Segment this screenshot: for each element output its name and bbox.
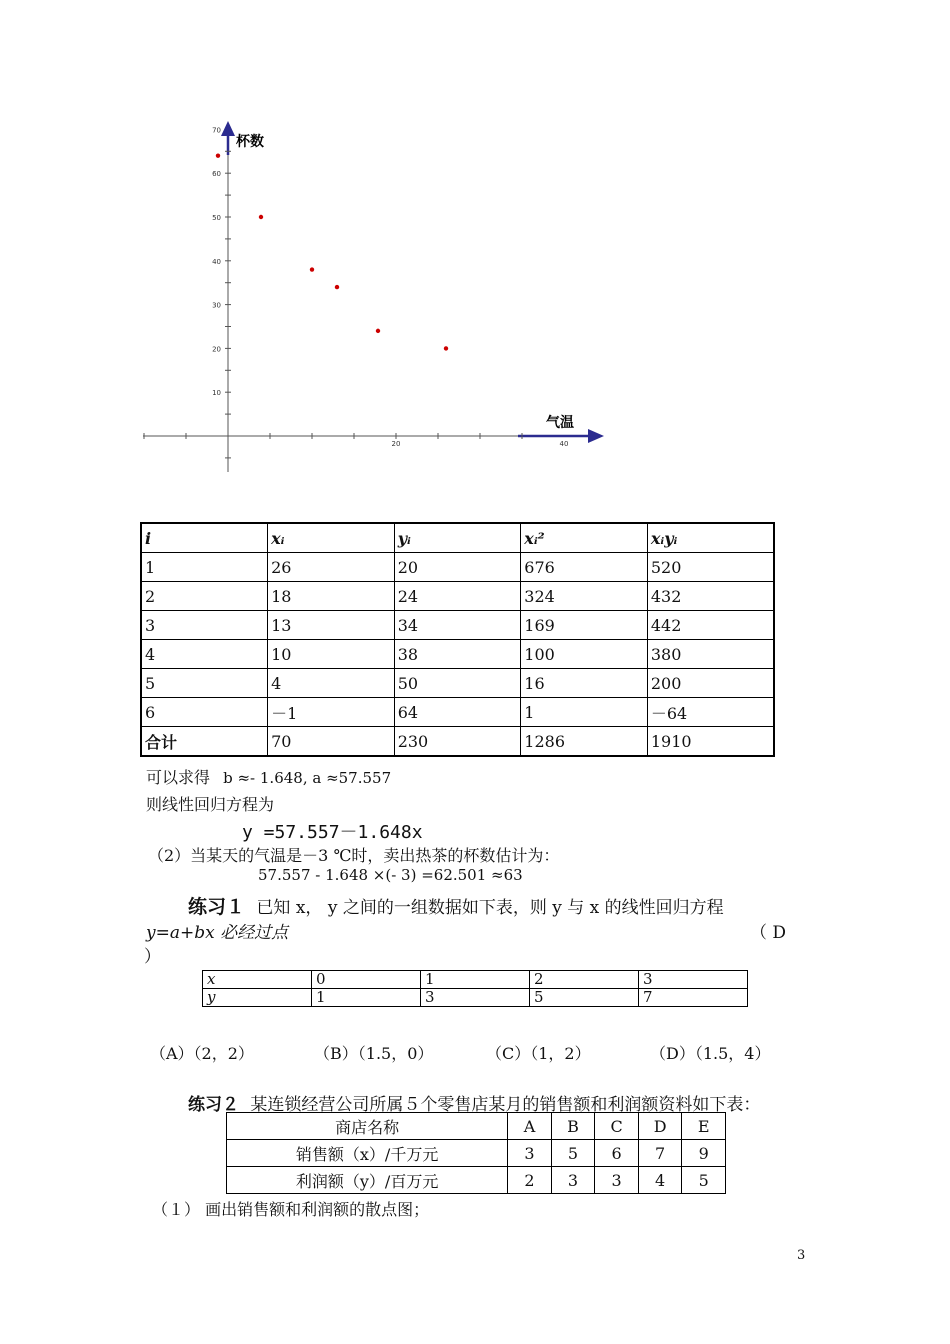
exercise-1-answer: （ D xyxy=(750,923,787,943)
table-cell: 442 xyxy=(647,611,774,640)
y-tick-label: 60 xyxy=(212,170,221,179)
exercise-1-label: 练习１ xyxy=(188,896,246,918)
table-cell: 3 xyxy=(508,1140,552,1167)
table-row xyxy=(141,669,774,698)
table-cell: 4 xyxy=(141,640,268,669)
table-cell: 3 xyxy=(141,611,268,640)
y-axis-label: 杯数 xyxy=(236,134,264,150)
data-point xyxy=(376,329,380,333)
table-cell: 7 xyxy=(638,1140,682,1167)
table-cell: 64 xyxy=(394,698,521,727)
exercise-1-table xyxy=(202,970,748,1007)
table-cell: xᵢ² xyxy=(521,523,648,553)
table-row xyxy=(141,698,774,727)
table-cell: 38 xyxy=(394,640,521,669)
table-cell: D xyxy=(638,1113,682,1140)
data-point xyxy=(335,285,339,289)
table-header-row xyxy=(141,523,774,553)
table-row xyxy=(141,553,774,582)
option-d: （D）（1.5，4） xyxy=(650,1044,771,1063)
data-point xyxy=(444,346,448,350)
option-a: （A）（2，2） xyxy=(150,1044,254,1063)
table-cell: 16 xyxy=(521,669,648,698)
table-cell: 4 xyxy=(268,669,395,698)
table-row xyxy=(203,989,748,1007)
exercise-1-text-2: y=a+bx 必经过点 xyxy=(146,923,289,943)
table-cell: 24 xyxy=(394,582,521,611)
table-cell: 1 xyxy=(421,971,530,989)
table-cell: 3 xyxy=(421,989,530,1007)
table-cell: 1910 xyxy=(647,727,774,757)
question-2: （2）当某天的气温是－3 ℃时，卖出热茶的杯数估计为： xyxy=(148,846,560,865)
table-cell: 70 xyxy=(268,727,395,757)
table-cell: 2 xyxy=(508,1167,552,1194)
table-cell: 13 xyxy=(268,611,395,640)
question-2-calculation: 57.557 - 1.648 ×(- 3) =62.501 ≈63 xyxy=(258,866,523,884)
table-cell: 5 xyxy=(682,1167,726,1194)
x-axis-label: 气温 xyxy=(546,415,574,431)
exercise-2-text: 某连锁经营公司所属５个零售店某月的销售额和利润额资料如下表： xyxy=(250,1095,761,1115)
scatter-chart xyxy=(0,0,950,500)
table-cell: 5 xyxy=(551,1140,595,1167)
table-header-row xyxy=(227,1113,726,1140)
table-cell: 5 xyxy=(530,989,639,1007)
table-cell: 合计 xyxy=(141,727,268,757)
y-tick-label: 40 xyxy=(212,257,221,266)
table-cell: 676 xyxy=(521,553,648,582)
table-cell: 0 xyxy=(312,971,421,989)
data-point xyxy=(310,267,314,271)
table-cell: －64 xyxy=(647,698,774,727)
table-total-row xyxy=(141,727,774,757)
y-tick-label: 70 xyxy=(212,126,221,135)
table-cell: 1 xyxy=(312,989,421,1007)
table-cell: 1 xyxy=(521,698,648,727)
table-row xyxy=(141,640,774,669)
table-cell: A xyxy=(508,1113,552,1140)
table-cell: 432 xyxy=(647,582,774,611)
table-row xyxy=(227,1140,726,1167)
result-formula: b ≈- 1.648, a ≈57.557 xyxy=(223,769,392,787)
y-axis-arrowhead xyxy=(221,121,235,136)
y-tick-label: 10 xyxy=(212,389,221,398)
table-cell: 20 xyxy=(394,553,521,582)
table-cell: 230 xyxy=(394,727,521,757)
table-cell: i xyxy=(141,523,268,553)
y-tick-label: 50 xyxy=(212,214,221,222)
exercise-2-label: 练习２ xyxy=(188,1095,239,1115)
table-cell: 3 xyxy=(595,1167,639,1194)
table-cell: E xyxy=(682,1113,726,1140)
data-table xyxy=(140,522,775,757)
table-cell: 50 xyxy=(394,669,521,698)
table-cell: 10 xyxy=(268,640,395,669)
question-1: （１） 画出销售额和利润额的散点图； xyxy=(152,1200,430,1219)
table-cell: 520 xyxy=(647,553,774,582)
table-cell: 销售额（x）/千万元 xyxy=(227,1140,508,1167)
option-c: （C）（1，2） xyxy=(486,1044,591,1063)
exercise-1-line xyxy=(188,892,724,919)
y-tick-label: 20 xyxy=(212,345,221,354)
table-cell: C xyxy=(595,1113,639,1140)
table-cell: 2 xyxy=(141,582,268,611)
table-cell: xᵢ xyxy=(268,523,395,553)
chart-points xyxy=(216,153,448,350)
table-cell: 7 xyxy=(639,989,748,1007)
data-point xyxy=(259,215,263,219)
table-row xyxy=(141,611,774,640)
table-cell: yᵢ xyxy=(394,523,521,553)
x-axis-arrowhead xyxy=(588,429,604,443)
x-tick-label: 40 xyxy=(559,440,569,448)
exercise-1-text: 已知 x， y 之间的一组数据如下表，则 y 与 x 的线性回归方程 xyxy=(256,898,724,918)
table-cell: 26 xyxy=(268,553,395,582)
table-row xyxy=(203,971,748,989)
table-cell: y xyxy=(203,989,312,1007)
chart-ticks xyxy=(144,126,568,458)
table-cell: 18 xyxy=(268,582,395,611)
table-cell: 商店名称 xyxy=(227,1113,508,1140)
table-cell: 9 xyxy=(682,1140,726,1167)
table-cell: 100 xyxy=(521,640,648,669)
table-cell: 5 xyxy=(141,669,268,698)
exercise-1-close: ） xyxy=(144,947,161,967)
table-cell: 4 xyxy=(638,1167,682,1194)
table-cell: 2 xyxy=(530,971,639,989)
result-line: 可以求得 b ≈- 1.648, a ≈57.557 xyxy=(146,768,392,787)
table-cell: x xyxy=(203,971,312,989)
table-cell: 380 xyxy=(647,640,774,669)
y-tick-label: 30 xyxy=(212,301,221,310)
table-row xyxy=(227,1167,726,1194)
table-cell: 200 xyxy=(647,669,774,698)
table-cell: 169 xyxy=(521,611,648,640)
table-cell: 利润额（y）/百万元 xyxy=(227,1167,508,1194)
table-cell: B xyxy=(551,1113,595,1140)
table-cell: 34 xyxy=(394,611,521,640)
table-cell: xᵢyᵢ xyxy=(647,523,774,553)
table-cell: 1 xyxy=(141,553,268,582)
option-b: （B）（1.5，0） xyxy=(314,1044,434,1063)
table-cell: 3 xyxy=(639,971,748,989)
table-cell: 6 xyxy=(595,1140,639,1167)
x-tick-label: 20 xyxy=(391,440,401,448)
data-point xyxy=(216,153,220,157)
table-cell: 6 xyxy=(141,698,268,727)
page-number: 3 xyxy=(797,1248,806,1263)
exercise-2-table xyxy=(226,1112,726,1194)
table-cell: 3 xyxy=(551,1167,595,1194)
equation-intro: 则线性回归方程为 xyxy=(146,795,275,814)
table-row xyxy=(141,582,774,611)
table-cell: 324 xyxy=(521,582,648,611)
table-cell: 1286 xyxy=(521,727,648,757)
table-cell: －1 xyxy=(268,698,395,727)
regression-equation: y =57.557－1.648x xyxy=(242,822,423,843)
